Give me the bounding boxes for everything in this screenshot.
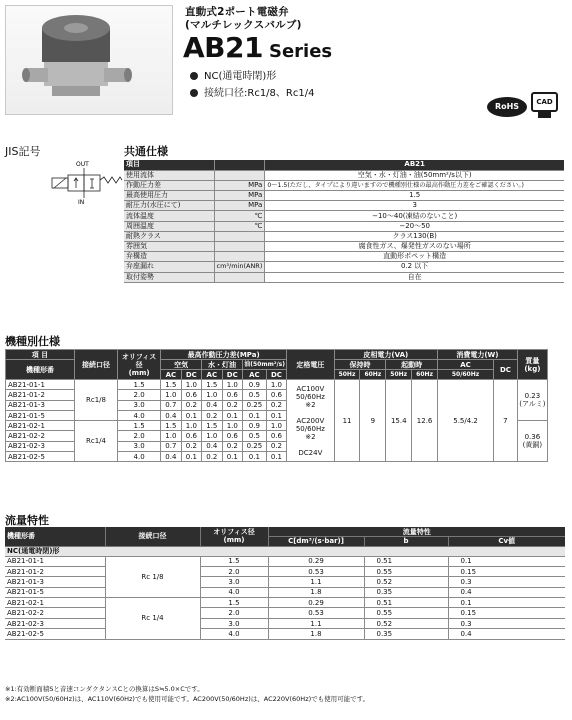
- table-row: AB21-02-2 2.0 1.0 0.6 1.0 0.6 0.5 0.6: [6, 431, 548, 441]
- product-photo: [5, 5, 173, 115]
- table-row: AB21-02-5 4.0 1.8 0.35 0.4: [5, 629, 565, 639]
- table-row: AB21-02-3 3.0 0.7 0.2 0.4 0.2 0.25 0.2: [6, 441, 548, 451]
- jis-in-label: IN: [78, 199, 85, 206]
- table-row: AB21-02-1 Rc1/4 1.5 1.5 1.0 1.5 1.0 0.9 1.0 0.36 (黄銅): [6, 421, 548, 431]
- flow-table: [5, 527, 565, 640]
- feature-bullet: [190, 88, 314, 100]
- table-header-row: 項 目 接続口径 オリフィス径 (mm) 最高作動圧力差(MPa) 定格電圧 皮相電力(VA) 消費電力(W) 質量 (kg): [6, 350, 548, 360]
- table-header-row: C[dm³/(s·bar)] b Cv値: [5, 537, 565, 547]
- solenoid-valve-image: [6, 6, 174, 116]
- model-spec-table: [5, 349, 548, 462]
- rohs-badge-icon: RoHS: [487, 97, 527, 117]
- footnote-1: ※1:有効断面積Sと音速コンダクタンスCとの換算はS≒5.0×Cです。: [5, 685, 204, 693]
- table-row: AB21-01-2 2.0 0.53 0.55 0.15: [5, 566, 565, 576]
- cad-icon[interactable]: [531, 92, 558, 120]
- common-spec-table: [124, 160, 564, 283]
- table-row: AB21-01-5 4.0 0.4 0.1 0.2 0.1 0.1 0.1: [6, 410, 548, 420]
- flow-title: 流量特性: [5, 514, 49, 527]
- table-row: 流体温度 ℃ −10〜40(凍結のないこと): [124, 211, 564, 221]
- cad-label: CAD: [531, 92, 558, 112]
- rated-voltage-cell: AC100V 50/60Hz ※2 AC200V 50/60Hz ※2 DC24V: [287, 380, 334, 462]
- bullet-dot-icon: [190, 89, 198, 97]
- table-row: 取付姿勢 自在: [124, 272, 564, 282]
- table-row: 作動圧力差 MPa 0〜1.5(ただし、タイプにより違いますので機種別仕様の最高作動圧力差をご確認ください。): [124, 180, 564, 190]
- table-header-row: 機種形番 空気 水・灯油 油(50mm²/s) 保持時 起動時 AC DC: [6, 360, 548, 370]
- jis-valve-symbol-icon: [34, 160, 134, 206]
- model-spec-title: 機種別仕様: [5, 335, 60, 348]
- product-series: Series: [268, 41, 333, 62]
- table-header-row: [124, 160, 564, 170]
- subtitle-valve-type: 直動式2ポート電磁弁: [185, 6, 289, 18]
- table-row: AB21-01-1 Rc1/8 1.5 1.5 1.0 1.5 1.0 0.9 1.0 AC100V 50/60Hz ※2 AC200V 50/60Hz ※2 DC24V 11 9 15.4 12.6 5.5/4.2 7 0.23 (アルミ): [6, 380, 548, 390]
- table-group-row: NC(通電時閉)形: [5, 546, 565, 556]
- feature-text: 接続口径:Rc1/8、Rc1/4: [204, 88, 315, 99]
- table-row: 弁座漏れ cm³/min(ANR) 0.2 以下: [124, 262, 564, 272]
- table-row: AB21-02-5 4.0 0.4 0.1 0.2 0.1 0.1 0.1: [6, 452, 548, 462]
- table-row: AB21-01-5 4.0 1.8 0.35 0.4: [5, 587, 565, 597]
- jis-out-label: OUT: [76, 161, 89, 168]
- table-row: AB21-01-1 Rc 1/8 1.5 0.29 0.51 0.1: [5, 556, 565, 566]
- table-row: 雰囲気 腐食性ガス、爆発性ガスのない場所: [124, 242, 564, 252]
- subtitle-multiplex: (マルチレックスバルブ): [185, 19, 302, 31]
- title-row: [183, 31, 332, 64]
- table-row: 耐圧力(水圧にて) MPa 3: [124, 201, 564, 211]
- feature-bullet: [190, 71, 276, 83]
- table-row: AB21-02-1 Rc 1/4 1.5 0.29 0.51 0.1: [5, 598, 565, 608]
- product-header: [0, 0, 572, 130]
- spec-header-model: AB21: [265, 160, 564, 170]
- product-title: AB21: [183, 31, 263, 64]
- table-row: 最高使用圧力 MPa 1.5: [124, 191, 564, 201]
- table-row: AB21-01-3 3.0 1.1 0.52 0.3: [5, 577, 565, 587]
- table-row: AB21-02-2 2.0 0.53 0.55 0.15: [5, 608, 565, 618]
- table-row: AB21-02-3 3.0 1.1 0.52 0.3: [5, 618, 565, 628]
- common-spec-title: 共通仕様: [124, 145, 168, 158]
- spec-header-item: 項目: [124, 160, 214, 170]
- jis-symbol-title: JIS記号: [5, 145, 41, 158]
- table-row: AB21-01-3 3.0 0.7 0.2 0.4 0.2 0.25 0.2: [6, 400, 548, 410]
- table-header-row: 機種形番 接続口径 オリフィス径 (mm) 流量特性: [5, 527, 565, 537]
- footnote-2: ※2:AC100V(50/60Hz)は、AC110V(60Hz)でも使用可能です。AC200V(50/60Hz)は、AC220V(60Hz)でも使用可能です。: [5, 695, 370, 703]
- table-row: AB21-01-2 2.0 1.0 0.6 1.0 0.6 0.5 0.6: [6, 390, 548, 400]
- table-row: 使用流体 空気・水・灯油・油(50mm²/s以下): [124, 170, 564, 180]
- feature-text: NC(通電時閉)形: [204, 71, 277, 82]
- bullet-dot-icon: [190, 72, 198, 80]
- table-header-row: AC DC AC DC AC DC 50Hz 60Hz 50Hz 60Hz 50/60Hz: [6, 370, 548, 380]
- table-row: 弁構造 直動形ポペット構造: [124, 252, 564, 262]
- table-row: 耐熱クラス クラス130(B): [124, 231, 564, 241]
- table-row: 周囲温度 ℃ −20〜50: [124, 221, 564, 231]
